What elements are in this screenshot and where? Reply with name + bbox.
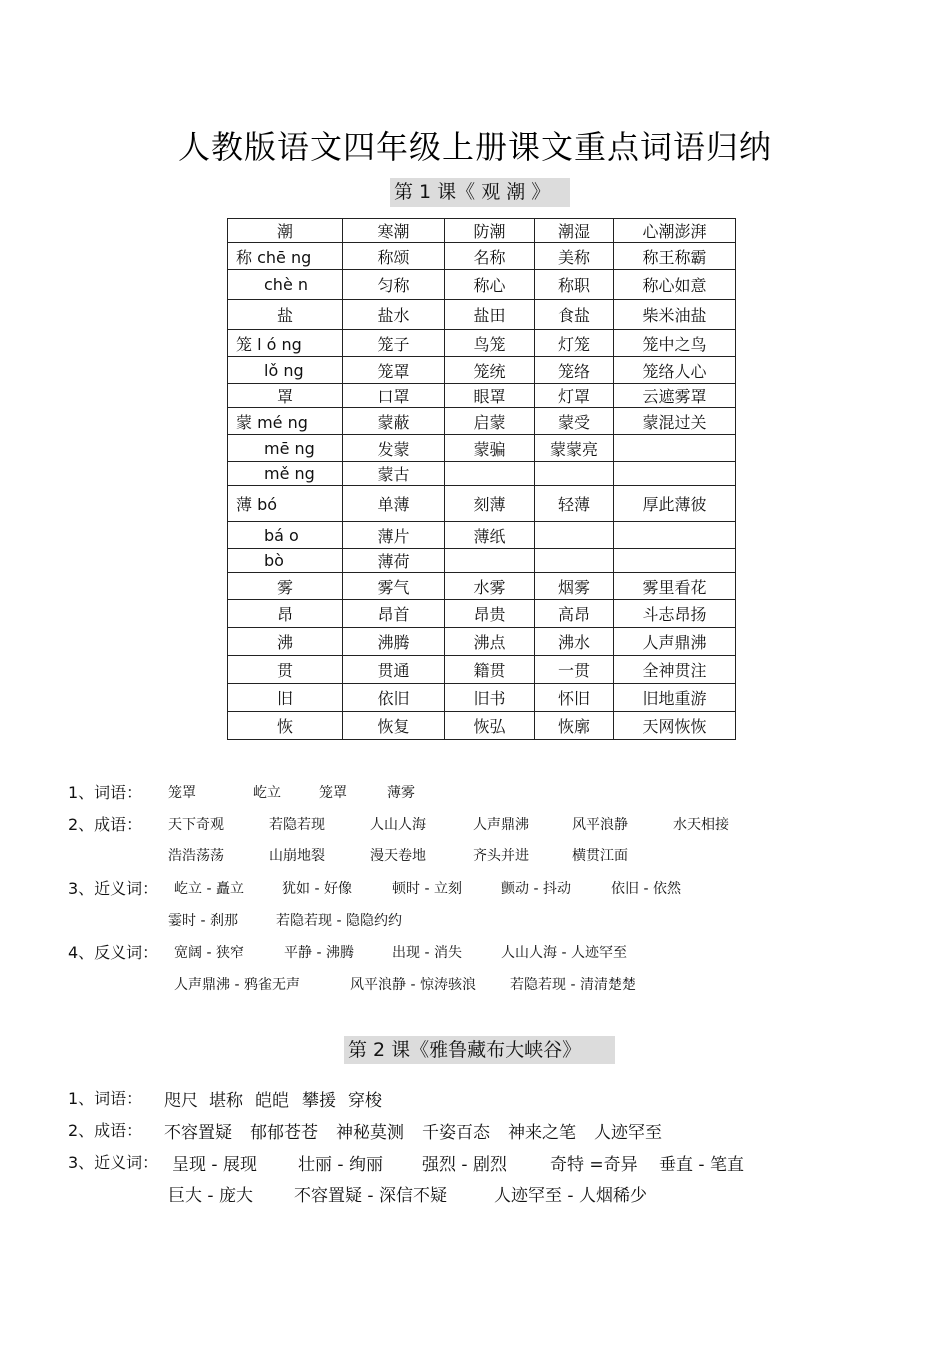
table-cell-word: 昂首 <box>343 600 445 628</box>
synonyms-list-cont <box>168 910 402 930</box>
table-cell-word: 旧地重游 <box>614 684 736 712</box>
table-cell-word: 人声鼎沸 <box>614 628 736 656</box>
lesson2-idioms-line <box>68 1118 662 1143</box>
antonyms-list <box>174 942 627 962</box>
lesson2-synonyms-line <box>68 1150 744 1175</box>
table-cell-word <box>614 435 736 462</box>
table-cell-word: 天网恢恢 <box>614 712 736 740</box>
list-item: 人迹罕至 - 人烟稀少 <box>494 1186 647 1206</box>
table-cell-word <box>614 522 736 549</box>
list-item: 神秘莫测 <box>336 1123 404 1143</box>
table-cell-word: 鸟笼 <box>445 330 535 357</box>
list-item: 薄雾 <box>387 785 415 801</box>
table-cell-word: 雾气 <box>343 573 445 600</box>
table-cell-word: 笼罩 <box>343 357 445 384</box>
table-cell-word: 潮湿 <box>535 219 614 243</box>
list-item: 风平浪静 <box>572 817 628 833</box>
table-cell-word <box>445 462 535 486</box>
table-cell-word <box>535 522 614 549</box>
table-cell-word: 蒙混过关 <box>614 408 736 435</box>
list-item: 人迹罕至 <box>594 1123 662 1143</box>
table-cell-word: 薄纸 <box>445 522 535 549</box>
table-cell-word: 蒙蔽 <box>343 408 445 435</box>
lesson2-heading: 第 2 课《雅鲁藏布大峡谷》 <box>344 1036 615 1064</box>
table-row <box>228 486 736 522</box>
table-cell-word: 水雾 <box>445 573 535 600</box>
table-cell-word <box>445 549 535 573</box>
idioms-label: 2、成语： <box>68 815 143 834</box>
lesson1-idioms-line <box>68 812 729 835</box>
list-item: 齐头并进 <box>473 848 529 864</box>
table-cell-word: 笼中之鸟 <box>614 330 736 357</box>
list-item: 攀援 <box>302 1091 336 1111</box>
table-row <box>228 243 736 270</box>
table-cell-word: 籍贯 <box>445 656 535 684</box>
antonyms-list-cont <box>174 974 636 994</box>
table-row <box>228 408 736 435</box>
table-cell-word: 一贯 <box>535 656 614 684</box>
list-item: 横贯江面 <box>572 848 628 864</box>
table-row <box>228 712 736 740</box>
table-cell-word: 食盐 <box>535 300 614 330</box>
vocab-table <box>227 218 736 740</box>
synonyms-list-cont <box>168 1181 647 1206</box>
table-row <box>228 549 736 573</box>
table-cell-word: 斗志昂扬 <box>614 600 736 628</box>
table-cell-word: 云遮雾罩 <box>614 384 736 408</box>
table-cell-char: 旧 <box>228 684 343 712</box>
list-item: 屹立 - 矗立 <box>174 881 244 897</box>
table-cell-char: 笼 l ó ng <box>228 330 343 357</box>
table-cell-word: 沸腾 <box>343 628 445 656</box>
table-cell-word: 刻薄 <box>445 486 535 522</box>
table-cell-char: mē ng <box>228 435 343 462</box>
table-cell-char: 潮 <box>228 219 343 243</box>
list-item: 颤动 - 抖动 <box>501 881 571 897</box>
table-cell-word: 称职 <box>535 270 614 300</box>
table-cell-word: 高昂 <box>535 600 614 628</box>
table-cell-word: 依旧 <box>343 684 445 712</box>
table-cell-word <box>535 462 614 486</box>
list-item: 人声鼎沸 <box>473 817 529 833</box>
list-item: 漫天卷地 <box>370 848 426 864</box>
lesson1-synonyms-line <box>68 876 681 899</box>
list-item: 郁郁苍苍 <box>250 1123 318 1143</box>
table-cell-char: mě ng <box>228 462 343 486</box>
list-item: 笼罩 <box>168 785 196 801</box>
table-cell-word: 笼络人心 <box>614 357 736 384</box>
table-cell-char: 恢 <box>228 712 343 740</box>
table-cell-word <box>614 549 736 573</box>
table-cell-word: 厚此薄彼 <box>614 486 736 522</box>
list-item: 顿时 - 立刻 <box>392 881 462 897</box>
synonyms-list <box>172 1150 744 1175</box>
synonyms-label: 3、近义词： <box>68 879 159 898</box>
table-cell-word: 美称 <box>535 243 614 270</box>
idioms-list-cont <box>168 845 628 865</box>
table-cell-word: 启蒙 <box>445 408 535 435</box>
list-item: 依旧 - 依然 <box>611 881 681 897</box>
words-list <box>164 1086 382 1111</box>
table-row <box>228 300 736 330</box>
idioms-list <box>164 1118 662 1143</box>
list-item: 宽阔 - 狭窄 <box>174 945 244 961</box>
list-item: 巨大 - 庞大 <box>168 1186 253 1206</box>
table-cell-word: 寒潮 <box>343 219 445 243</box>
list-item: 神来之笔 <box>508 1123 576 1143</box>
list-item: 霎时 - 刹那 <box>168 913 238 929</box>
list-item: 不容置疑 - 深信不疑 <box>294 1186 447 1206</box>
table-cell-char: 罩 <box>228 384 343 408</box>
list-item: 出现 - 消失 <box>392 945 462 961</box>
table-cell-word: 沸水 <box>535 628 614 656</box>
table-cell-word: 旧书 <box>445 684 535 712</box>
table-cell-word: 薄片 <box>343 522 445 549</box>
list-item: 堪称 <box>209 1091 243 1111</box>
list-item: 屹立 <box>253 785 281 801</box>
list-item: 犹如 - 好像 <box>282 881 352 897</box>
synonyms-label: 3、近义词： <box>68 1153 159 1172</box>
list-item: 穿梭 <box>348 1091 382 1111</box>
synonyms-list <box>174 878 681 898</box>
page-title: 人教版语文四年级上册课文重点词语归纳 <box>177 128 772 166</box>
table-cell-word: 恢廓 <box>535 712 614 740</box>
table-row <box>228 357 736 384</box>
table-cell-word: 口罩 <box>343 384 445 408</box>
table-cell-word: 恢复 <box>343 712 445 740</box>
words-label: 1、词语： <box>68 783 143 802</box>
list-item: 平静 - 沸腾 <box>284 945 354 961</box>
table-row <box>228 384 736 408</box>
list-item: 水天相接 <box>673 817 729 833</box>
list-item: 天下奇观 <box>168 817 224 833</box>
table-cell-word: 沸点 <box>445 628 535 656</box>
list-item: 风平浪静 - 惊涛骇浪 <box>350 977 476 993</box>
table-cell-char: bá o <box>228 522 343 549</box>
table-cell-word: 怀旧 <box>535 684 614 712</box>
list-item: 壮丽 - 绚丽 <box>298 1155 383 1175</box>
table-cell-word: 昂贵 <box>445 600 535 628</box>
words-list <box>168 782 415 802</box>
list-item: 奇特 =奇异 <box>550 1155 638 1175</box>
table-cell-word: 匀称 <box>343 270 445 300</box>
table-cell-word: 盐田 <box>445 300 535 330</box>
table-row <box>228 219 736 243</box>
table-cell-char: 贯 <box>228 656 343 684</box>
table-row <box>228 270 736 300</box>
list-item: 若隐若现 - 隐隐约约 <box>276 913 402 929</box>
table-row <box>228 330 736 357</box>
table-row <box>228 684 736 712</box>
table-cell-word: 盐水 <box>343 300 445 330</box>
table-cell-word: 蒙受 <box>535 408 614 435</box>
table-cell-char: 盐 <box>228 300 343 330</box>
table-cell-word: 名称 <box>445 243 535 270</box>
table-cell-char: lǒ ng <box>228 357 343 384</box>
table-row <box>228 435 736 462</box>
table-cell-word: 烟雾 <box>535 573 614 600</box>
list-item: 皑皑 <box>255 1091 289 1111</box>
list-item: 咫尺 <box>164 1091 198 1111</box>
list-item: 人山人海 - 人迹罕至 <box>501 945 627 961</box>
table-cell-char: 雾 <box>228 573 343 600</box>
table-cell-word: 笼子 <box>343 330 445 357</box>
table-cell-char: chè n <box>228 270 343 300</box>
list-item: 人山人海 <box>370 817 426 833</box>
table-cell-word: 笼统 <box>445 357 535 384</box>
table-cell-word: 蒙骗 <box>445 435 535 462</box>
list-item: 浩浩荡荡 <box>168 848 224 864</box>
list-item: 若隐若现 - 清清楚楚 <box>510 977 636 993</box>
lesson2-words-line <box>68 1086 382 1111</box>
table-cell-word: 蒙蒙亮 <box>535 435 614 462</box>
list-item: 山崩地裂 <box>269 848 325 864</box>
table-cell-word: 发蒙 <box>343 435 445 462</box>
list-item: 人声鼎沸 - 鸦雀无声 <box>174 977 300 993</box>
table-row <box>228 522 736 549</box>
idioms-list <box>168 814 729 834</box>
table-cell-word: 雾里看花 <box>614 573 736 600</box>
table-cell-word: 蒙古 <box>343 462 445 486</box>
table-cell-char: 昂 <box>228 600 343 628</box>
list-item: 呈现 - 展现 <box>172 1155 257 1175</box>
table-cell-char: bò <box>228 549 343 573</box>
table-row <box>228 462 736 486</box>
table-cell-word <box>614 462 736 486</box>
table-cell-word: 贯通 <box>343 656 445 684</box>
table-cell-word: 灯笼 <box>535 330 614 357</box>
list-item: 若隐若现 <box>269 817 325 833</box>
table-cell-word: 柴米油盐 <box>614 300 736 330</box>
lesson1-heading: 第 1 课《 观 潮 》 <box>390 178 570 207</box>
table-cell-word: 恢弘 <box>445 712 535 740</box>
idioms-label: 2、成语： <box>68 1121 143 1140</box>
table-cell-word: 单薄 <box>343 486 445 522</box>
table-cell-word: 称心如意 <box>614 270 736 300</box>
table-row <box>228 628 736 656</box>
words-label: 1、词语： <box>68 1089 143 1108</box>
list-item: 垂直 - 笔直 <box>659 1155 744 1175</box>
table-cell-word: 灯罩 <box>535 384 614 408</box>
table-cell-word: 防潮 <box>445 219 535 243</box>
table-cell-word: 心潮澎湃 <box>614 219 736 243</box>
table-row <box>228 656 736 684</box>
table-cell-word: 全神贯注 <box>614 656 736 684</box>
list-item: 不容置疑 <box>164 1123 232 1143</box>
list-item: 千姿百态 <box>422 1123 490 1143</box>
lesson1-antonyms-line <box>68 940 627 963</box>
table-cell-char: 蒙 mé ng <box>228 408 343 435</box>
table-cell-word: 笼络 <box>535 357 614 384</box>
antonyms-label: 4、反义词： <box>68 943 159 962</box>
table-cell-word: 轻薄 <box>535 486 614 522</box>
table-cell-word: 称颂 <box>343 243 445 270</box>
table-row <box>228 600 736 628</box>
table-cell-word: 称心 <box>445 270 535 300</box>
table-row <box>228 573 736 600</box>
table-cell-char: 薄 bó <box>228 486 343 522</box>
table-cell-word: 称王称霸 <box>614 243 736 270</box>
lesson1-words-line <box>68 780 415 803</box>
list-item: 笼罩 <box>319 785 347 801</box>
table-cell-word: 薄荷 <box>343 549 445 573</box>
table-cell-char: 沸 <box>228 628 343 656</box>
table-cell-word: 眼罩 <box>445 384 535 408</box>
table-cell-char: 称 chē ng <box>228 243 343 270</box>
table-cell-word <box>535 549 614 573</box>
list-item: 强烈 - 剧烈 <box>422 1155 507 1175</box>
